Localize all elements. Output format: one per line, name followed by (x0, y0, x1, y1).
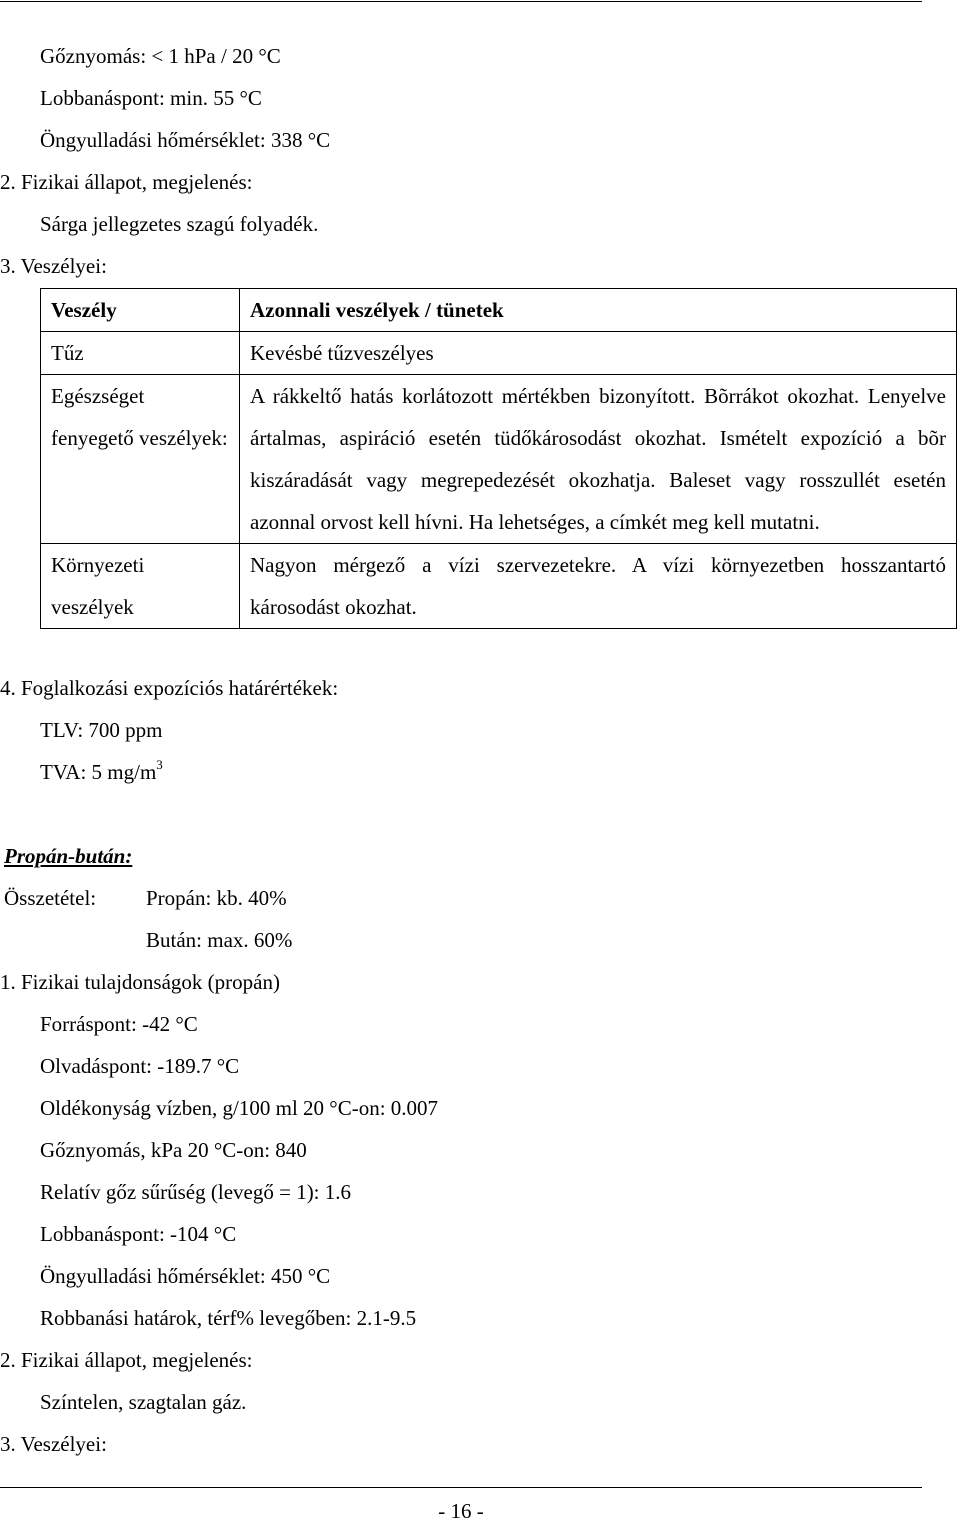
section-heading: 2. Fizikai állapot, megjelenés: (0, 170, 253, 194)
property-line: Relatív gőz sűrűség (levegő = 1): 1.6 (40, 1180, 352, 1204)
property-line: Gőznyomás: < 1 hPa / 20 °C (40, 44, 281, 68)
composition-label: Összetétel: (4, 886, 97, 910)
section-heading: 3. Veszélyei: (0, 254, 107, 278)
property-line: Robbanási határok, térf% levegőben: 2.1-9.5 (40, 1306, 417, 1330)
footer-rule (0, 1487, 922, 1488)
table-header-row (41, 289, 957, 332)
property-line: Öngyulladási hőmérséklet: 450 °C (40, 1264, 331, 1288)
unit-superscript: 3 (156, 757, 163, 772)
property-line: Lobbanáspont: min. 55 °C (40, 86, 262, 110)
table-row (41, 375, 957, 544)
hazard-table (40, 288, 957, 629)
table-row (41, 544, 957, 629)
section-heading: 3. Veszélyei: (0, 1432, 107, 1456)
page-number: - 16 - (438, 1499, 484, 1523)
property-line: Gőznyomás, kPa 20 °C-on: 840 (40, 1138, 307, 1162)
composition-item: Propán: kb. 40% (146, 886, 287, 910)
property-line: Olvadáspont: -189.7 °C (40, 1054, 240, 1078)
property-line: Lobbanáspont: -104 °C (40, 1222, 237, 1246)
property-line: Forráspont: -42 °C (40, 1012, 198, 1036)
top-rule (0, 1, 922, 2)
section-heading: 1. Fizikai tulajdonságok (propán) (0, 970, 280, 994)
composition-item: Bután: max. 60% (146, 928, 293, 952)
section-heading: 2. Fizikai állapot, megjelenés: (0, 1348, 253, 1372)
hazard-desc-cell: Nagyon mérgező a vízi szervezetekre. A vízi környezetben hosszantartó károsodást okozhat. (240, 544, 957, 629)
hazard-desc-cell: Kevésbé tűzveszélyes (240, 332, 957, 375)
property-line: Oldékonyság vízben, g/100 ml 20 °C-on: 0.007 (40, 1096, 439, 1120)
hazard-type-cell: Környezeti veszélyek (41, 544, 240, 629)
property-line: Öngyulladási hőmérséklet: 338 °C (40, 128, 331, 152)
section-text: Színtelen, szagtalan gáz. (40, 1390, 247, 1414)
hazard-type-cell: Tűz (41, 332, 240, 375)
table-row (41, 332, 957, 375)
table-header-cell: Veszély (41, 289, 240, 332)
section-text: Sárga jellegzetes szagú folyadék. (40, 212, 319, 236)
limit-value: TLV: 700 ppm (40, 718, 163, 742)
limit-value (40, 757, 163, 784)
section-title: Propán-bután: (4, 844, 133, 868)
hazard-desc-cell: A rákkeltő hatás korlátozott mértékben bizonyított. Bõrrákot okozhat. Lenyelve ártalmas, aspiráció esetén tüdőkárosodást okozhat. Ismételt expozíció a bõr kiszáradását vagy megrepedezését okozhatja. Baleset vagy rosszullét esetén azonnal orvost kell hívni. Ha lehetséges, a címkét meg kell mutatni. (240, 375, 957, 544)
section-heading: 4. Foglalkozási expozíciós határértékek: (0, 676, 339, 700)
hazard-type-cell: Egészséget fenyegető veszélyek: (41, 375, 240, 544)
table-header-cell: Azonnali veszélyek / tünetek (240, 289, 957, 332)
tva-text: TVA: 5 mg/m (40, 760, 157, 784)
